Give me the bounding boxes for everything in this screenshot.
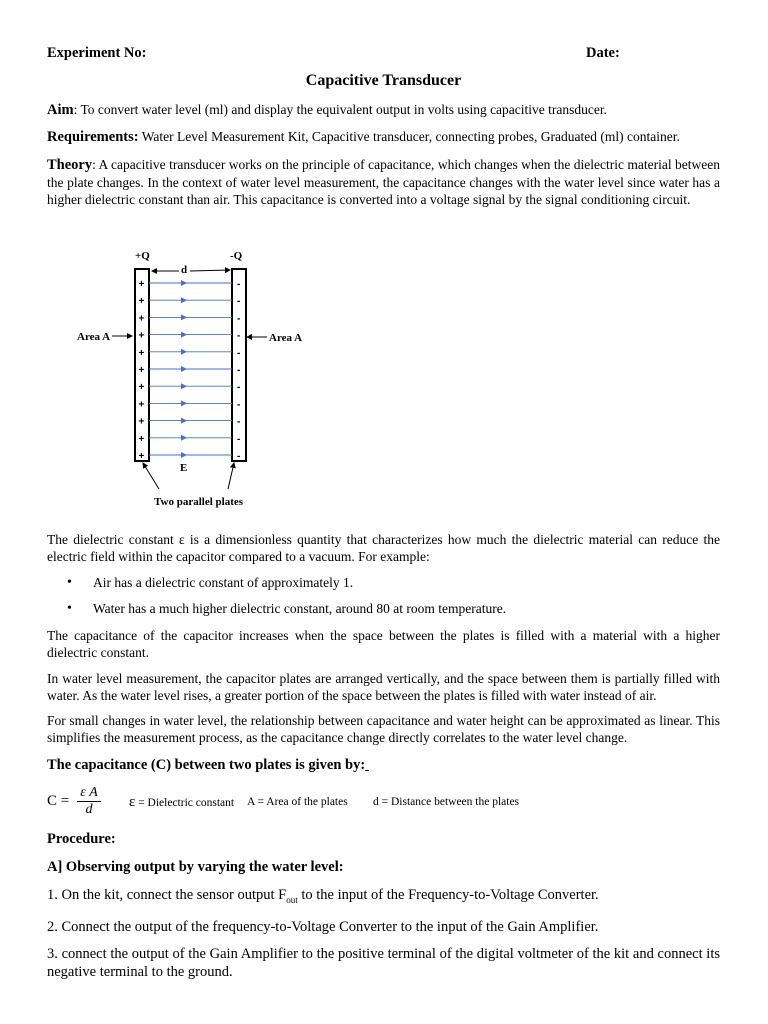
procedure-heading: Procedure: [47, 831, 116, 847]
distance-label: d [181, 264, 188, 276]
field-arrow [181, 280, 187, 286]
list-item: • Water has a much higher dielectric constant, around 80 at room temperature. [47, 600, 720, 617]
field-arrow [181, 452, 187, 458]
minus-sign: - [237, 296, 241, 308]
plus-sign: + [138, 416, 145, 428]
field-arrow [181, 400, 187, 406]
formula-denominator: d [85, 802, 93, 817]
minus-sign: - [237, 433, 241, 445]
procedure-step-1: 1. On the kit, connect the sensor output $F_{out}$ to the input of the Frequency-to-Voltage Converter. [47, 887, 599, 905]
minus-sign: - [237, 451, 241, 462]
aim-label: Aim [47, 102, 74, 118]
plus-sign: + [138, 382, 145, 394]
document-title: Capacitive Transducer [305, 72, 462, 89]
theory-label: Theory [47, 157, 93, 173]
figure-caption: Two parallel plates [154, 496, 244, 508]
distance-definition: d = Distance between the plates [373, 796, 520, 808]
area-left-label: Area A [77, 331, 111, 343]
minus-sign: - [237, 347, 241, 359]
procedure-step-2: 2. Connect the output of the frequency-to-Voltage Converter to the input of the Gain Amplifier. [47, 918, 599, 935]
header-row [47, 45, 720, 62]
minus-sign: - [237, 330, 241, 342]
plus-sign: + [138, 330, 145, 342]
minus-q-label: -Q [230, 250, 243, 262]
minus-sign: - [237, 313, 241, 325]
requirements-text: Water Level Measurement Kit, Capacitive transducer, connecting probes, Graduated (ml) container. [138, 129, 680, 144]
field-arrow [181, 383, 187, 389]
positive-charges [139, 279, 145, 462]
requirements-paragraph [47, 128, 720, 146]
minus-sign: - [237, 365, 241, 376]
date-label: Date: [586, 45, 620, 61]
procedure-step-3: 3. connect the output of the Gain Amplifier to the positive terminal of the digital voltmeter of the kit and connect its negative terminal to the ground. [47, 945, 720, 980]
experiment-label: Experiment No: [47, 45, 147, 61]
formula-numerator: ε A [80, 785, 98, 800]
theory-text: : A capacitive transducer works on the principle of capacitance, which changes when the dielectric material between the plate changes. In the context of water level measurement, the capacitance changes with the water level since water has a higher dielectric constant than air. This capacitance is converted into a voltage signal by the signal conditioning circuit. [47, 157, 720, 207]
arrangement-paragraph: In water level measurement, the capacitor plates are arranged vertically, and the space between them is partially filled with water. As the water level rises, a greater portion of the space between the plates is filled with water instead of air. [47, 671, 720, 703]
negative-charges [237, 279, 240, 462]
procedure-section [47, 830, 720, 981]
plus-sign: + [138, 451, 145, 462]
minus-sign: - [237, 382, 241, 394]
parallel-plates-figure [75, 245, 315, 515]
plus-sign: + [138, 279, 145, 290]
field-arrow [181, 332, 187, 338]
minus-sign: - [237, 399, 241, 411]
formula-heading: The capacitance (C) between two plates is given by: [47, 757, 366, 773]
capacitance-formula [47, 785, 720, 825]
plus-q-label: +Q [135, 250, 150, 262]
aim-text: : To convert water level (ml) and display the equivalent output in volts using capacitive transducer. [73, 102, 608, 117]
aim-paragraph [47, 101, 720, 119]
plus-sign: + [138, 365, 145, 376]
epsilon-definition: ε = Dielectric constant [129, 794, 235, 810]
dielectric-intro-paragraph: The dielectric constant ε is a dimensionless quantity that characterizes how much the dielectric material can reduce the electric field within the capacitor compared to a vacuum. For example: [47, 532, 720, 564]
plus-sign: + [138, 347, 145, 359]
field-arrow [181, 297, 187, 303]
minus-sign: - [237, 416, 241, 428]
area-right-label: Area A [269, 332, 303, 344]
minus-sign: - [237, 279, 241, 290]
plus-sign: + [138, 296, 145, 308]
area-definition: A = Area of the plates [247, 796, 348, 808]
field-arrow [181, 349, 187, 355]
formula-fraction [77, 785, 101, 818]
field-label: E [180, 462, 188, 474]
linear-paragraph: For small changes in water level, the relationship between capacitance and water height can be approximated as linear. This simplifies the measurement process, as the capacitance change directly correlates to the water level change. [47, 713, 720, 745]
field-arrow [181, 435, 187, 441]
list-item: • Air has a dielectric constant of approximately 1. [47, 574, 720, 591]
plus-sign: + [138, 433, 145, 445]
formula-lhs: C = [47, 793, 70, 809]
requirements-label: Requirements: [47, 129, 139, 145]
field-arrow [181, 314, 187, 320]
procedure-subheading: A] Observing output by varying the water level: [47, 859, 344, 875]
field-lines [149, 280, 232, 458]
capacitance-paragraph: The capacitance of the capacitor increases when the space between the plates is filled with a material with a higher dielectric constant. [47, 628, 720, 660]
field-arrow [181, 366, 187, 372]
field-arrow [181, 418, 187, 424]
plus-sign: + [138, 399, 145, 411]
theory-paragraph [47, 156, 720, 208]
examples-list [47, 574, 720, 617]
plus-sign: + [138, 313, 145, 325]
